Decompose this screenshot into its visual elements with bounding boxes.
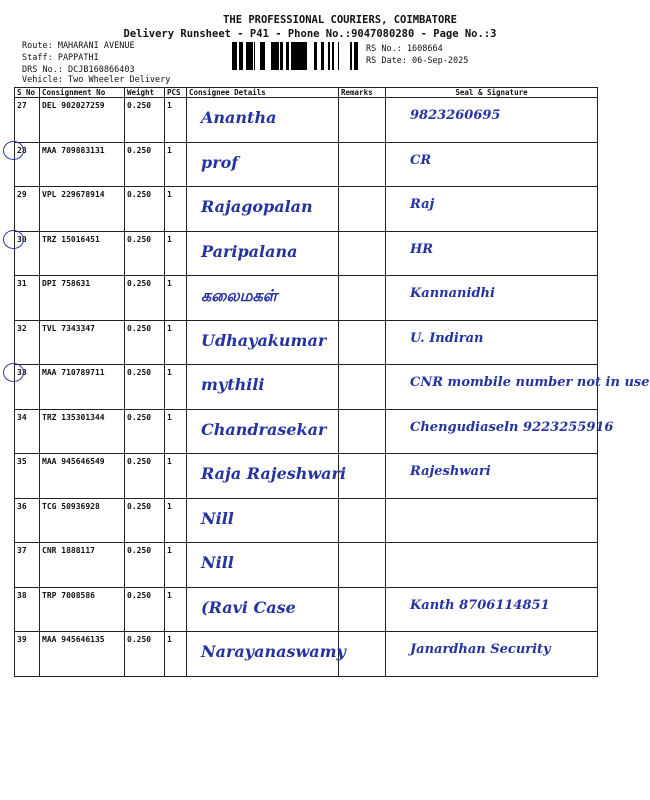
cell-consignment: TCG 50936928	[40, 498, 125, 543]
cell-consignment: MAA 710789711	[40, 365, 125, 410]
barcode-bar	[236, 42, 237, 70]
cell-weight: 0.250	[125, 543, 165, 588]
col-consignment: Consignment No	[40, 88, 125, 98]
cell-consignee	[187, 365, 339, 410]
cell-remarks	[339, 142, 386, 187]
barcode-bar	[234, 42, 236, 70]
barcode-bar	[239, 42, 242, 70]
cell-sno: 31	[15, 276, 40, 321]
barcode-bar	[355, 42, 358, 70]
cell-consignee	[187, 543, 339, 588]
handwritten-name: Nill	[201, 508, 234, 528]
cell-signature	[386, 543, 598, 588]
cell-weight: 0.250	[125, 632, 165, 677]
barcode-bar	[299, 42, 300, 70]
handwritten-signature: 9823260695	[410, 108, 501, 123]
cell-consignment: TRZ 15016451	[40, 231, 125, 276]
cell-consignment: DEL 902027259	[40, 98, 125, 143]
barcode	[232, 42, 360, 70]
cell-consignee	[187, 632, 346, 677]
runsheet-title: Delivery Runsheet - P41 - Phone No.:9047080280 - Page No.:3	[123, 28, 497, 40]
cell-remarks	[339, 498, 386, 543]
cell-weight: 0.250	[125, 320, 165, 365]
cell-pcs: 1	[165, 276, 187, 321]
handwritten-name: Rajagopalan	[201, 197, 313, 216]
barcode-bar	[303, 42, 305, 70]
cell-sno: 27	[15, 98, 40, 143]
cell-signature	[386, 632, 598, 677]
cell-consignee	[187, 187, 339, 232]
barcode-bar	[328, 42, 330, 70]
rs-number: RS No.: 1608664	[366, 44, 443, 54]
handwritten-name: Anantha	[201, 108, 277, 127]
barcode-bar	[321, 42, 324, 70]
cell-weight: 0.250	[125, 187, 165, 232]
cell-signature	[386, 187, 598, 232]
barcode-bar	[296, 42, 299, 70]
cell-pcs: 1	[165, 231, 187, 276]
route-label: Route: MAHARANI AVENUE	[22, 41, 135, 51]
barcode-bar	[300, 42, 303, 70]
barcode-bar	[251, 42, 253, 70]
barcode-bar	[248, 42, 251, 70]
barcode-bar	[280, 42, 283, 70]
table-header-row	[15, 88, 598, 98]
cell-sno: 35	[15, 454, 40, 499]
cell-weight: 0.250	[125, 98, 165, 143]
barcode-bar	[254, 42, 255, 70]
cell-pcs: 1	[165, 98, 187, 143]
handwritten-signature: Chengudiaseln 9223255916	[410, 419, 614, 435]
cell-sno: 36	[15, 498, 40, 543]
handwritten-signature: CR	[410, 152, 432, 168]
cell-consignee	[187, 320, 339, 365]
company-title: THE PROFESSIONAL COURIERS, COIMBATORE	[223, 14, 457, 26]
handwritten-name: Udhayakumar	[201, 330, 327, 350]
cell-signature	[386, 320, 598, 365]
table-row	[15, 365, 598, 410]
table-row	[15, 187, 598, 232]
barcode-bar	[271, 42, 273, 70]
handwritten-name: Paripalana	[201, 241, 298, 261]
cell-pcs: 1	[165, 543, 187, 588]
handwritten-name: Chandrasekar	[201, 419, 327, 439]
handwritten-name: (Ravi Case	[201, 597, 296, 617]
cell-pcs: 1	[165, 320, 187, 365]
handwritten-name: கலைமகள்	[201, 286, 278, 305]
cell-pcs: 1	[165, 498, 187, 543]
cell-weight: 0.250	[125, 409, 165, 454]
table-row	[15, 632, 598, 677]
col-consignee: Consignee Details	[187, 88, 339, 98]
cell-pcs: 1	[165, 454, 187, 499]
staff-label: Staff: PAPPATHI	[22, 53, 99, 63]
cell-signature	[386, 587, 598, 632]
col-sno: S No	[15, 88, 40, 98]
handwritten-signature: CNR mombile number not in use	[410, 375, 650, 390]
cell-pcs: 1	[165, 142, 187, 187]
handwritten-signature: Kannanidhi	[410, 286, 495, 301]
circle-mark	[3, 230, 24, 249]
vehicle-label: Vehicle: Two Wheeler Delivery	[22, 75, 171, 85]
cell-sno: 37	[15, 543, 40, 588]
cell-consignment: TVL 7343347	[40, 320, 125, 365]
handwritten-name: Narayanaswamy	[201, 642, 346, 661]
handwritten-name: Raja Rajeshwari	[201, 464, 347, 483]
table-row	[15, 543, 598, 588]
cell-consignment: CNR 1888117	[40, 543, 125, 588]
table-row	[15, 320, 598, 365]
cell-remarks	[339, 98, 386, 143]
barcode-bar	[260, 42, 262, 70]
col-signature: Seal & Signature	[386, 88, 598, 98]
cell-sno: 30	[15, 231, 40, 276]
table-row	[15, 587, 598, 632]
barcode-bar	[273, 42, 276, 70]
col-weight: Weight	[125, 88, 165, 98]
cell-sno: 34	[15, 409, 40, 454]
handwritten-signature: U. Indiran	[410, 330, 484, 346]
handwritten-signature: Janardhan Security	[410, 642, 551, 657]
cell-weight: 0.250	[125, 142, 165, 187]
cell-consignee	[187, 231, 339, 276]
cell-remarks	[339, 231, 386, 276]
cell-remarks	[339, 543, 386, 588]
cell-pcs: 1	[165, 587, 187, 632]
cell-remarks	[339, 320, 386, 365]
cell-weight: 0.250	[125, 498, 165, 543]
table-row	[15, 498, 598, 543]
cell-signature	[386, 231, 598, 276]
cell-consignment: VPL 229678914	[40, 187, 125, 232]
cell-signature	[386, 454, 598, 499]
cell-pcs: 1	[165, 409, 187, 454]
table-row	[15, 276, 598, 321]
barcode-bar	[246, 42, 248, 70]
cell-remarks	[339, 276, 386, 321]
cell-weight: 0.250	[125, 276, 165, 321]
barcode-bar	[333, 42, 334, 70]
handwritten-name: mythili	[201, 375, 265, 394]
barcode-bar	[242, 42, 243, 70]
cell-signature	[386, 365, 650, 410]
barcode-bar	[263, 42, 265, 70]
cell-weight: 0.250	[125, 587, 165, 632]
cell-sno: 33	[15, 365, 40, 410]
cell-consignment: MAA 945646135	[40, 632, 125, 677]
cell-remarks	[339, 365, 386, 410]
rs-date: RS Date: 06-Sep-2025	[366, 56, 469, 66]
barcode-bar	[338, 42, 339, 70]
cell-weight: 0.250	[125, 365, 165, 410]
barcode-bar	[305, 42, 307, 70]
table-row	[15, 454, 598, 499]
barcode-bar	[332, 42, 333, 70]
handwritten-signature: Rajeshwari	[410, 464, 491, 479]
cell-consignee	[187, 498, 339, 543]
drs-label: DRS No.: DCJB160866403	[22, 65, 135, 75]
handwritten-name: prof	[201, 152, 239, 172]
cell-pcs: 1	[165, 365, 187, 410]
barcode-bar	[291, 42, 293, 70]
cell-pcs: 1	[165, 632, 187, 677]
cell-consignee	[187, 587, 339, 632]
circle-mark	[3, 141, 24, 160]
handwritten-signature: Raj	[410, 197, 435, 212]
cell-signature	[386, 498, 598, 543]
handwritten-name: Nill	[201, 553, 234, 572]
cell-consignment: MAA 709883131	[40, 142, 125, 187]
circle-mark	[3, 363, 24, 382]
barcode-bar	[354, 42, 355, 70]
cell-consignee	[187, 276, 339, 321]
barcode-bar	[286, 42, 289, 70]
cell-weight: 0.250	[125, 231, 165, 276]
table-row	[15, 231, 598, 276]
table-row	[15, 98, 598, 143]
cell-signature	[386, 142, 598, 187]
barcode-bar	[276, 42, 279, 70]
cell-signature	[386, 276, 598, 321]
cell-sno: 29	[15, 187, 40, 232]
cell-consignment: DPI 758631	[40, 276, 125, 321]
cell-remarks	[339, 187, 386, 232]
cell-sno: 38	[15, 587, 40, 632]
cell-remarks	[339, 409, 386, 454]
cell-weight: 0.250	[125, 454, 165, 499]
barcode-bar	[314, 42, 317, 70]
cell-sno: 39	[15, 632, 40, 677]
delivery-table	[14, 87, 650, 677]
cell-sno: 32	[15, 320, 40, 365]
handwritten-signature: Kanth 8706114851	[410, 597, 550, 613]
cell-pcs: 1	[165, 187, 187, 232]
cell-consignment: TRP 7008586	[40, 587, 125, 632]
cell-sno: 28	[15, 142, 40, 187]
cell-consignment: MAA 945646549	[40, 454, 125, 499]
barcode-bar	[262, 42, 263, 70]
cell-consignee	[187, 454, 347, 499]
table-row	[15, 142, 598, 187]
cell-consignment: TRZ 135301344	[40, 409, 125, 454]
cell-consignee	[187, 409, 339, 454]
col-pcs: PCS	[165, 88, 187, 98]
cell-signature	[386, 98, 598, 143]
barcode-bar	[232, 42, 234, 70]
col-remarks: Remarks	[339, 88, 386, 98]
cell-remarks	[339, 587, 386, 632]
cell-signature	[386, 409, 614, 454]
barcode-bar	[293, 42, 296, 70]
handwritten-signature: HR	[410, 241, 434, 257]
table-row	[15, 409, 598, 454]
barcode-bar	[350, 42, 352, 70]
cell-consignee	[187, 142, 339, 187]
cell-consignee	[187, 98, 339, 143]
